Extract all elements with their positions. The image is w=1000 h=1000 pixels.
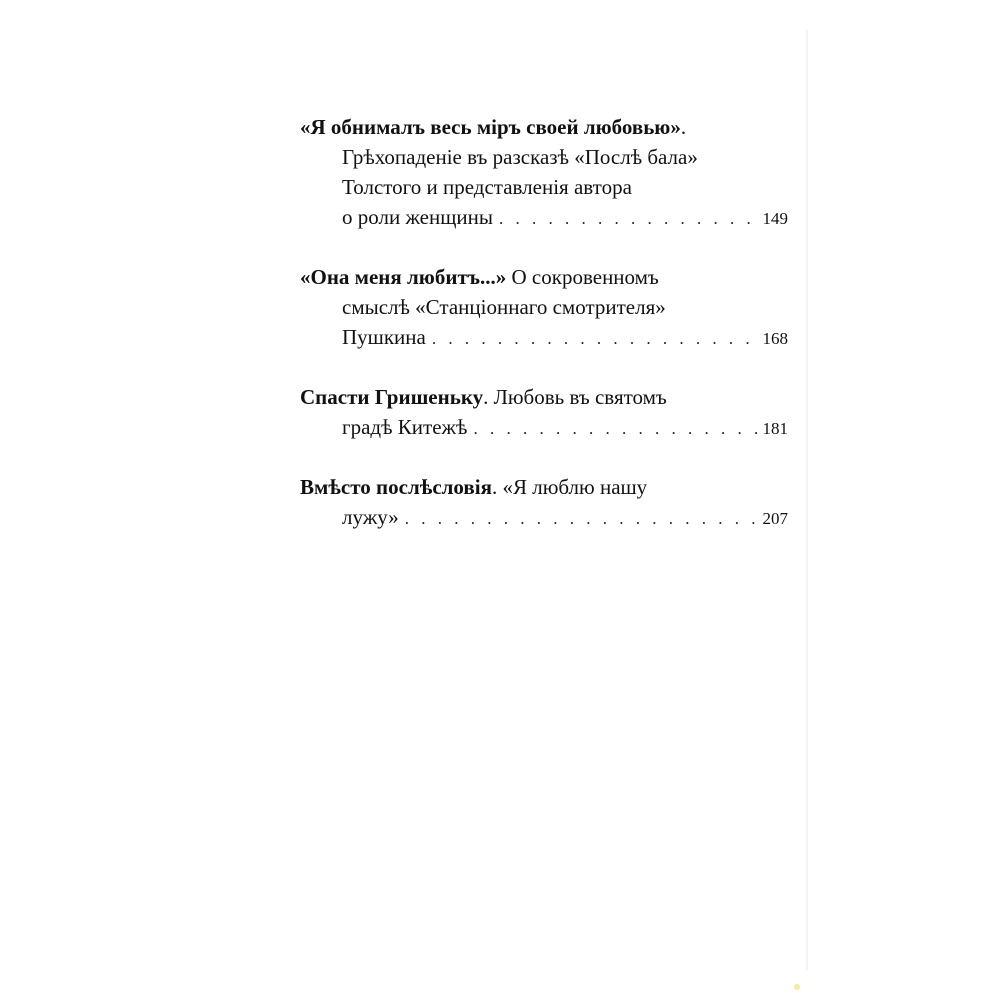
toc-entry-line: лужу» <box>342 505 399 529</box>
toc-entry-line: Грѣхопаденіе въ разсказѣ «Послѣ бала» <box>342 145 698 169</box>
toc-entry-last-line <box>300 202 788 234</box>
dot-leader <box>499 204 759 234</box>
toc-entry-last-line <box>300 412 788 444</box>
toc-entry-subtitle: . Любовь въ святомъ <box>483 385 667 409</box>
toc-entry <box>300 262 788 354</box>
dot-leader <box>473 414 758 444</box>
toc-entry-line: о роли женщины <box>342 205 493 229</box>
toc-entry-line: смыслѣ «Станціоннаго смотрителя» <box>342 295 666 319</box>
dot-leader <box>405 504 759 534</box>
page-number: 149 <box>762 209 788 228</box>
toc-entry-title: Спасти Гришеньку <box>300 385 484 409</box>
toc-entry-line: градѣ Китежѣ <box>342 415 468 439</box>
toc-entry-title: «Я обнималъ весь міръ своей любовью» <box>300 115 681 139</box>
page-number: 181 <box>762 419 788 438</box>
toc-entry-title: Вмѣсто послѣсловія <box>300 475 492 499</box>
toc-entry-heading <box>300 382 788 412</box>
toc-entry-last-line <box>300 502 788 534</box>
dot-leader <box>432 324 759 354</box>
toc-entry-subtitle: . «Я люблю нашу <box>491 475 648 499</box>
toc-entry-subtitle: О сокровенномъ <box>506 265 659 289</box>
table-of-contents <box>300 112 788 562</box>
page-number: 168 <box>762 329 788 348</box>
toc-entry <box>300 382 788 444</box>
toc-entry-line: Пушкина <box>342 325 426 349</box>
toc-entry <box>300 472 788 534</box>
page-edge-shadow <box>806 30 808 970</box>
toc-entry-heading <box>300 262 788 292</box>
toc-entry-line: Толстого и представленія автора <box>342 175 632 199</box>
toc-entry <box>300 112 788 234</box>
toc-entry-last-line <box>300 322 788 354</box>
toc-entry-title: «Она меня любитъ...» <box>300 265 507 289</box>
scan-speck <box>794 984 800 990</box>
page-number: 207 <box>762 509 788 528</box>
toc-entry-heading <box>300 472 788 502</box>
toc-entry-subtitle: . <box>680 115 687 139</box>
toc-entry-heading <box>300 112 788 142</box>
